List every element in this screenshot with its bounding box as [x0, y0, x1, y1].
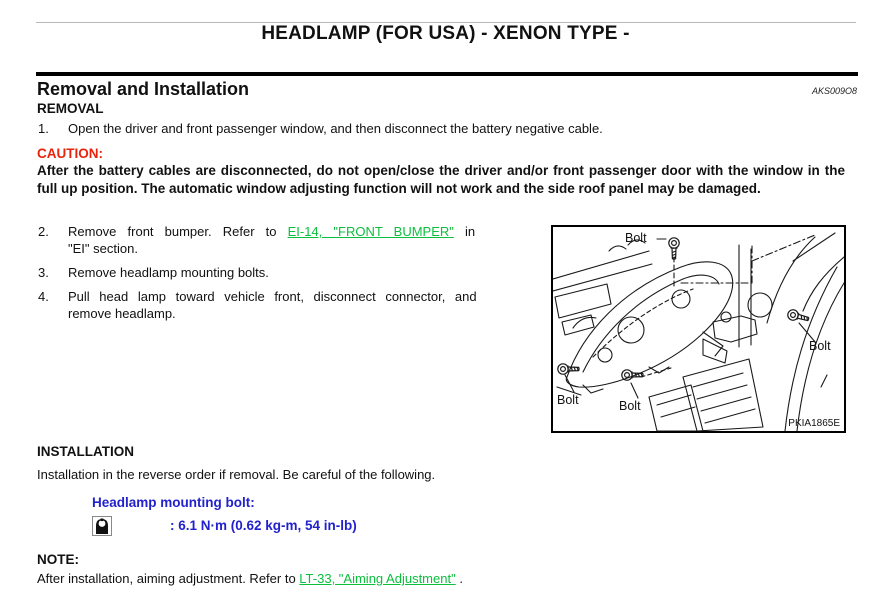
- caution-text: After the battery cables are disconnected, do not open/close the driver and/or front passenger door with the window in the full up position. The automatic window adjusting function will not work and the side roof panel may be damaged.: [37, 163, 845, 196]
- torque-wrench-icon: [92, 516, 112, 536]
- caution-label: CAUTION:: [37, 146, 103, 161]
- section-heading: Removal and Installation: [37, 79, 250, 99]
- figure-code: PKIA1865E: [788, 418, 840, 429]
- bolt-icon-right: [787, 309, 810, 325]
- step-text: Remove headlamp mounting bolts.: [68, 265, 269, 280]
- bolt-label-bottom-middle: Bolt: [619, 399, 641, 413]
- step-text: Pull head lamp toward vehicle front, disconnect connector, and: [68, 289, 477, 304]
- removal-step-2: [37, 224, 545, 257]
- note-text: [37, 571, 737, 588]
- front-bumper-link[interactable]: EI-14, "FRONT BUMPER": [287, 224, 454, 239]
- bolt-label-top: Bolt: [625, 231, 647, 245]
- installation-text: Installation in the reverse order if removal. Be careful of the following.: [37, 467, 436, 482]
- headlamp-removal-figure: [551, 225, 846, 433]
- removal-step-1: [37, 121, 657, 138]
- bolt-icon-top: [669, 238, 679, 259]
- page-title: HEADLAMP (FOR USA) - XENON TYPE -: [261, 23, 630, 44]
- step-text-line2: "EI" section.: [68, 240, 138, 256]
- installation-subheading: INSTALLATION: [37, 444, 134, 459]
- note-label: NOTE:: [37, 552, 79, 567]
- note-text-before: After installation, aiming adjustment. Refer to: [37, 571, 300, 586]
- step-text: Open the driver and front passenger window, and then disconnect the battery negative cable.: [68, 121, 603, 136]
- section-code: AKS009O8: [811, 86, 857, 96]
- step-number: 4.: [38, 289, 49, 304]
- step-text: Remove front bumper. Refer to: [68, 224, 288, 239]
- step-text-line2: remove headlamp.: [68, 305, 176, 321]
- removal-step-3: [37, 265, 545, 282]
- aiming-adjustment-link[interactable]: LT-33, "Aiming Adjustment": [299, 571, 456, 586]
- note-text-after: .: [455, 571, 463, 586]
- bolt-label-right: Bolt: [809, 339, 831, 353]
- torque-spec-value: : 6.1 N·m (0.62 kg-m, 54 in-lb): [170, 518, 357, 533]
- bolt-label-bottom-left: Bolt: [557, 393, 579, 407]
- step-number: 3.: [38, 265, 49, 280]
- torque-spec-label: Headlamp mounting bolt:: [92, 495, 255, 510]
- removal-step-4: [37, 289, 545, 322]
- section-divider: [36, 72, 858, 76]
- headlamp-line-drawing: [553, 227, 844, 431]
- step-number: 2.: [38, 224, 49, 239]
- step-number: 1.: [38, 121, 49, 136]
- step-text: in: [453, 224, 476, 239]
- removal-subheading: REMOVAL: [37, 101, 104, 116]
